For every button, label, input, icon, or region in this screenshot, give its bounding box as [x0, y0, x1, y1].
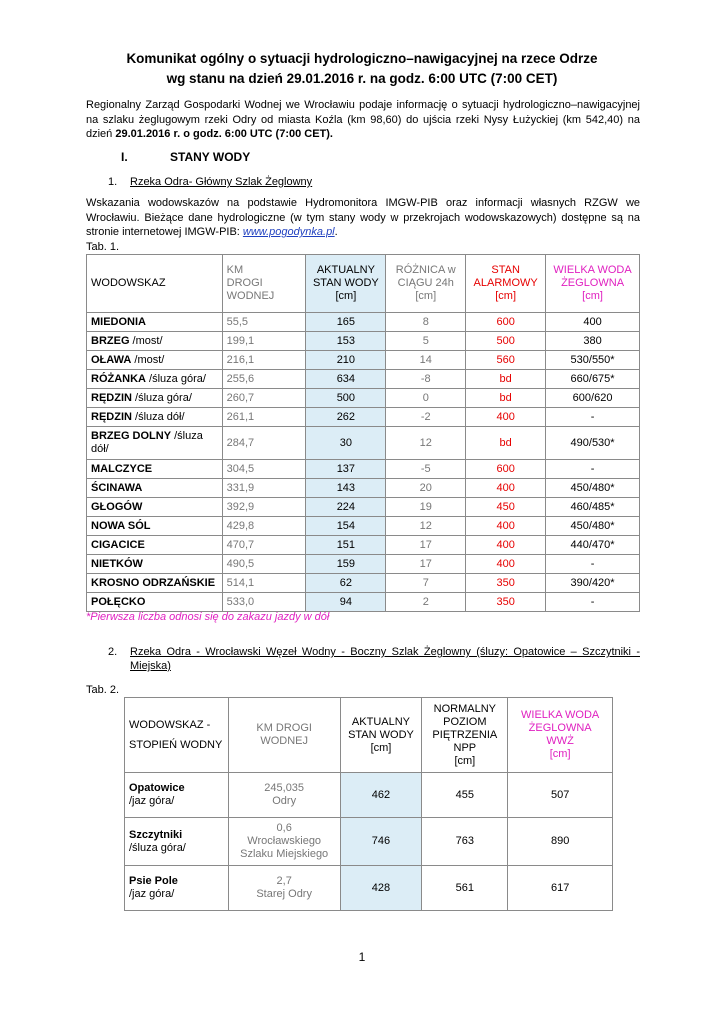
- alarm-cell: 400: [466, 536, 546, 555]
- station-cell: Opatowice /jaz góra/: [125, 773, 229, 818]
- km-cell: 490,5: [222, 555, 306, 574]
- source-text-end: .: [334, 226, 338, 238]
- stan-cell: 154: [306, 517, 386, 536]
- km-cell: 429,8: [222, 517, 306, 536]
- alarm-cell: bd: [466, 389, 546, 408]
- wroclaw-node-table: [124, 697, 613, 911]
- roznica-cell: -5: [386, 460, 466, 479]
- tab2-label: Tab. 2.: [86, 684, 120, 696]
- alarm-cell: 400: [466, 479, 546, 498]
- wielka-woda-cell: 400: [546, 313, 640, 332]
- npp-cell: 455: [422, 773, 508, 818]
- roznica-cell: 17: [386, 555, 466, 574]
- roznica-cell: 20: [386, 479, 466, 498]
- alarm-cell: 350: [466, 574, 546, 593]
- wielka-woda-cell: 460/485*: [546, 498, 640, 517]
- wielka-woda-cell: 390/420*: [546, 574, 640, 593]
- wielka-woda-cell: 450/480*: [546, 479, 640, 498]
- stan-cell: 210: [306, 351, 386, 370]
- header-alarmowy: STAN ALARMOWY [cm]: [466, 255, 546, 313]
- tab1-label: Tab. 1.: [86, 241, 120, 253]
- roznica-cell: 5: [386, 332, 466, 351]
- t2-header-km: KM DROGI WODNEJ: [228, 698, 340, 773]
- intro-paragraph: [86, 98, 640, 142]
- stan-cell: 224: [306, 498, 386, 517]
- alarm-cell: 400: [466, 408, 546, 427]
- header-wodowskaz: WODOWSKAZ: [87, 255, 223, 313]
- wielka-woda-cell: -: [546, 593, 640, 612]
- table-row: [87, 408, 640, 427]
- stan-cell: 62: [306, 574, 386, 593]
- stan-cell: 137: [306, 460, 386, 479]
- subsection-2-title-line1: Rzeka Odra - Wrocławski Węzeł Wodny - Boczny Szlak Żeglowny (śluzy: Opatowice – Szczytniki -: [130, 646, 640, 658]
- water-levels-table: [86, 254, 640, 612]
- npp-cell: 763: [422, 818, 508, 866]
- km-cell: 255,6: [222, 370, 306, 389]
- subsection-1-title: Rzeka Odra- Główny Szlak Żeglowny: [130, 176, 313, 188]
- alarm-cell: 600: [466, 460, 546, 479]
- roznica-cell: 14: [386, 351, 466, 370]
- table-header-row: [87, 255, 640, 313]
- table-row: [87, 427, 640, 460]
- km-cell: 392,9: [222, 498, 306, 517]
- stan-cell: 165: [306, 313, 386, 332]
- subsection-1-number: 1.: [108, 176, 118, 188]
- alarm-cell: bd: [466, 370, 546, 389]
- km-cell: 533,0: [222, 593, 306, 612]
- station-cell: RĘDZIN /śluza dół/: [87, 408, 223, 427]
- station-cell: MIEDONIA: [87, 313, 223, 332]
- stan-cell: 30: [306, 427, 386, 460]
- wielka-woda-cell: 440/470*: [546, 536, 640, 555]
- roznica-cell: 17: [386, 536, 466, 555]
- alarm-cell: 600: [466, 313, 546, 332]
- station-cell: OŁAWA /most/: [87, 351, 223, 370]
- subsection-2-title-line2: Miejska): [130, 660, 171, 672]
- t2-header-npp: NORMALNY POZIOM PIĘTRZENIA NPP [cm]: [422, 698, 508, 773]
- roznica-cell: 12: [386, 427, 466, 460]
- station-cell: RÓŻANKA /śluza góra/: [87, 370, 223, 389]
- table-row: [87, 389, 640, 408]
- source-text: Wskazania wodowskazów na podstawie Hydromonitora IMGW-PIB oraz informacji własnych RZGW we Wrocławiu. Bieżące dane hydrologiczne (w tym stany wody w przekrojach wodowskazowych) dostępne są na stronie internetowej IMGW-PIB:: [86, 197, 640, 238]
- km-cell: 2,7 Starej Odry: [228, 866, 340, 911]
- wielka-woda-cell: 490/530*: [546, 427, 640, 460]
- alarm-cell: 350: [466, 593, 546, 612]
- t2-header-wodowskaz: WODOWSKAZ - STOPIEŃ WODNY: [125, 698, 229, 773]
- station-cell: NIETKÓW: [87, 555, 223, 574]
- km-cell: 331,9: [222, 479, 306, 498]
- alarm-cell: 560: [466, 351, 546, 370]
- roznica-cell: -2: [386, 408, 466, 427]
- table-row: [87, 498, 640, 517]
- wielka-woda-cell: 617: [508, 866, 613, 911]
- table-row: [87, 555, 640, 574]
- km-cell: 304,5: [222, 460, 306, 479]
- table-row: [87, 370, 640, 389]
- header-aktualny: AKTUALNY STAN WODY [cm]: [306, 255, 386, 313]
- table-row: [87, 479, 640, 498]
- source-paragraph: [86, 196, 640, 240]
- stan-cell: 462: [340, 773, 422, 818]
- table-row: [87, 536, 640, 555]
- stan-cell: 500: [306, 389, 386, 408]
- station-cell: CIGACICE: [87, 536, 223, 555]
- wielka-woda-cell: -: [546, 555, 640, 574]
- alarm-cell: bd: [466, 427, 546, 460]
- roznica-cell: 8: [386, 313, 466, 332]
- table-row: [125, 866, 613, 911]
- stan-cell: 153: [306, 332, 386, 351]
- wielka-woda-cell: 890: [508, 818, 613, 866]
- stan-cell: 634: [306, 370, 386, 389]
- table2-header-row: [125, 698, 613, 773]
- table-row: [87, 517, 640, 536]
- station-cell: RĘDZIN /śluza góra/: [87, 389, 223, 408]
- km-cell: 514,1: [222, 574, 306, 593]
- station-cell: BRZEG /most/: [87, 332, 223, 351]
- table-row: [87, 332, 640, 351]
- station-cell: Psie Pole /jaz góra/: [125, 866, 229, 911]
- roznica-cell: 19: [386, 498, 466, 517]
- table-row: [125, 818, 613, 866]
- km-cell: 245,035 Odry: [228, 773, 340, 818]
- wielka-woda-cell: 507: [508, 773, 613, 818]
- wielka-woda-cell: 530/550*: [546, 351, 640, 370]
- header-km: KM DROGI WODNEJ: [222, 255, 306, 313]
- wielka-woda-cell: 660/675*: [546, 370, 640, 389]
- table1-footnote: *Pierwsza liczba odnosi się do zakazu jazdy w dół: [86, 611, 330, 623]
- station-cell: Szczytniki /śluza góra/: [125, 818, 229, 866]
- table-row: [87, 574, 640, 593]
- wielka-woda-cell: 600/620: [546, 389, 640, 408]
- station-cell: BRZEG DOLNY /śluza dół/: [87, 427, 223, 460]
- section-title: STANY WODY: [170, 150, 251, 164]
- section-number: I.: [121, 150, 128, 164]
- km-cell: 260,7: [222, 389, 306, 408]
- station-cell: KROSNO ODRZAŃSKIE: [87, 574, 223, 593]
- km-cell: 261,1: [222, 408, 306, 427]
- alarm-cell: 450: [466, 498, 546, 517]
- roznica-cell: 7: [386, 574, 466, 593]
- stan-cell: 428: [340, 866, 422, 911]
- station-cell: ŚCINAWA: [87, 479, 223, 498]
- pogodynka-link[interactable]: www.pogodynka.pl: [242, 226, 335, 238]
- stan-cell: 159: [306, 555, 386, 574]
- stan-cell: 94: [306, 593, 386, 612]
- stan-cell: 746: [340, 818, 422, 866]
- table-row: [125, 773, 613, 818]
- wielka-woda-cell: 380: [546, 332, 640, 351]
- table-row: [87, 351, 640, 370]
- document-title-line1: Komunikat ogólny o sytuacji hydrologiczno–nawigacyjnej na rzece Odrze: [126, 51, 598, 66]
- page-number: 1: [358, 950, 366, 964]
- t2-header-aktualny: AKTUALNY STAN WODY [cm]: [340, 698, 422, 773]
- header-wielka-woda: WIELKA WODA ŻEGLOWNA [cm]: [546, 255, 640, 313]
- station-cell: NOWA SÓL: [87, 517, 223, 536]
- header-roznica: RÓŻNICA w CIĄGU 24h [cm]: [386, 255, 466, 313]
- km-cell: 199,1: [222, 332, 306, 351]
- alarm-cell: 400: [466, 517, 546, 536]
- stan-cell: 151: [306, 536, 386, 555]
- roznica-cell: 0: [386, 389, 466, 408]
- km-cell: 284,7: [222, 427, 306, 460]
- km-cell: 216,1: [222, 351, 306, 370]
- station-cell: GŁOGÓW: [87, 498, 223, 517]
- km-cell: 0,6 Wrocławskiego Szlaku Miejskiego: [228, 818, 340, 866]
- table-row: [87, 593, 640, 612]
- intro-date: 29.01.2016 r. o godz. 6:00 UTC (7:00 CET).: [115, 128, 333, 140]
- km-cell: 470,7: [222, 536, 306, 555]
- roznica-cell: 12: [386, 517, 466, 536]
- subsection-2-number: 2.: [108, 646, 118, 658]
- stan-cell: 143: [306, 479, 386, 498]
- alarm-cell: 400: [466, 555, 546, 574]
- roznica-cell: 2: [386, 593, 466, 612]
- stan-cell: 262: [306, 408, 386, 427]
- table-row: [87, 460, 640, 479]
- t2-header-wielka-woda: WIELKA WODA ŻEGLOWNA WWŻ [cm]: [508, 698, 613, 773]
- wielka-woda-cell: -: [546, 408, 640, 427]
- km-cell: 55,5: [222, 313, 306, 332]
- roznica-cell: -8: [386, 370, 466, 389]
- wielka-woda-cell: -: [546, 460, 640, 479]
- document-title-line2: wg stanu na dzień 29.01.2016 r. na godz. 6:00 UTC (7:00 CET): [166, 71, 558, 86]
- alarm-cell: 500: [466, 332, 546, 351]
- station-cell: POŁĘCKO: [87, 593, 223, 612]
- table-row: [87, 313, 640, 332]
- intro-text: Regionalny Zarząd Gospodarki Wodnej we Wrocławiu podaje informację o sytuacji hydrologiczno–nawigacyjnej na szlaku żeglugowym rzeki Odry od miasta Koźla (km 98,60) do ujścia rzeki Nysy Łużyckiej (km 542,40) na dzień: [86, 99, 640, 140]
- npp-cell: 561: [422, 866, 508, 911]
- wielka-woda-cell: 450/480*: [546, 517, 640, 536]
- station-cell: MALCZYCE: [87, 460, 223, 479]
